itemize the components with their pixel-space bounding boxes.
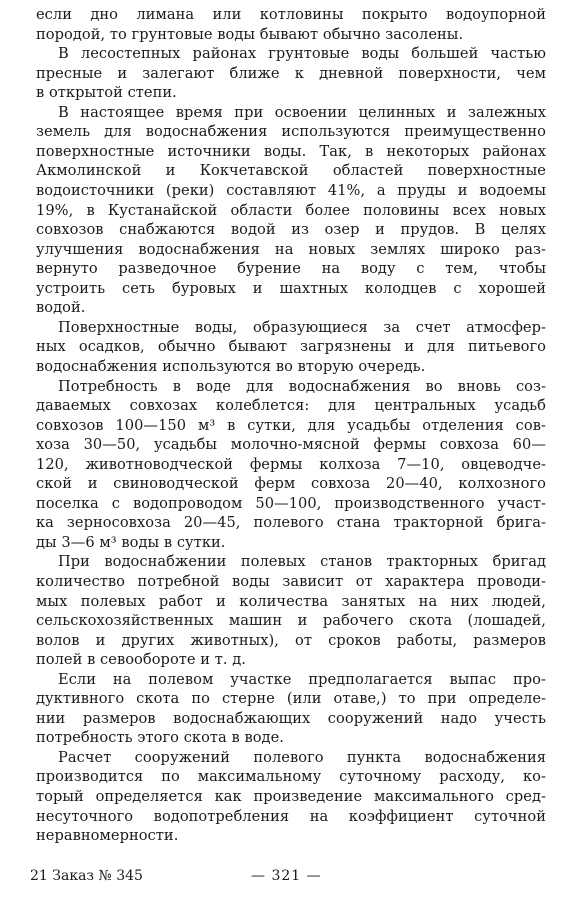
text-line: волов и других животных), от сроков работы, размеров [36,631,546,649]
text-line: дуктивного скота по стерне (или отаве,) то при определе- [36,690,546,708]
text-line: породой, то грунтовые воды бывают обычно засолены. [36,25,464,43]
text-line: поверхностные источники воды. Так, в некоторых районах [36,142,546,160]
text-line: мых полевых работ и количества занятых на них людей, [36,592,546,610]
text-line: Потребность в воде для водоснабжения во вновь соз- [58,377,546,395]
text-line: полей в севообороте и т. д. [36,651,246,669]
text-line: торый определяется как произведение максимального сред- [36,788,546,805]
printer-signature: 21 Заказ № 345 [30,868,143,884]
text-line: потребность этого скота в воде. [36,729,284,747]
text-line: сельскохозяйственных машин и рабочего скота (лошадей, [36,612,546,629]
text-line: Акмолинской и Кокчетавской областей поверхностные [36,162,546,180]
text-line: несуточного водопотребления на коэффициент суточной [36,807,546,825]
text-line: Поверхностные воды, образующиеся за счет атмосфер- [58,318,546,336]
text-line: совхозов 100—150 м³ в сутки, для усадьбы отделения сов- [36,416,546,434]
text-line: ды 3—6 м³ воды в сутки. [36,533,226,551]
text-line: водой. [36,299,86,317]
page-number: — 321 — [251,868,322,884]
text-line: ской и свиноводческой ферм совхоза 20—40, колхозного [36,475,546,493]
text-line: улучшения водоснабжения на новых землях широко раз- [36,240,546,258]
text-line: ных осадков, обычно бывают загрязнены и для питьевого [36,338,546,356]
text-line: В лесостепных районах грунтовые воды большей частью [58,45,546,63]
text-line: производится по максимальному суточному расходу, ко- [36,768,546,786]
text-line: устроить сеть буровых и шахтных колодцев с хорошей [36,279,546,297]
text-line: водоснабжения используются во вторую очередь. [36,357,426,375]
text-line: 120, животноводческой фермы колхоза 7—10, овцеводче- [36,455,546,473]
text-line: нии размеров водоснабжающих сооружений надо учесть [36,709,546,727]
text-line: совхозов снабжаются водой из озер и прудов. В целях [36,221,546,239]
text-line: неравномерности. [36,827,179,845]
page-footer [0,864,583,888]
text-line: водоисточники (реки) составляют 41%, а пруды и водоемы [36,182,546,199]
text-line: в открытой степи. [36,84,177,102]
text-line: В настоящее время при освоении целинных и залежных [58,103,546,121]
text-line: ка зерносовхоза 20—45, полевого стана тракторной брига- [36,514,546,532]
text-line: Расчет сооружений полевого пункта водоснабжения [58,748,546,766]
text-line: земель для водоснабжения используются преимущественно [36,123,546,141]
text-line: поселка с водопроводом 50—100, производственного участ- [36,494,546,512]
text-line: хоза 30—50, усадьбы молочно-мясной фермы совхоза 60— [36,436,546,454]
text-line: если дно лимана или котловины покрыто водоупорной [36,6,546,23]
text-line: При водоснабжении полевых станов тракторных бригад [58,553,546,571]
text-line: количество потребной воды зависит от характера проводи- [36,573,546,590]
text-line: Если на полевом участке предполагается выпас про- [58,670,546,688]
text-line: пресные и залегают ближе к дневной поверхности, чем [36,64,546,82]
text-line: 19%, в Кустанайской области более половины всех новых [36,201,546,219]
text-line: вернуто разведочное бурение на воду с тем, чтобы [36,260,546,278]
text-line: даваемых совхозах колеблется: для центральных усадьб [36,397,546,414]
